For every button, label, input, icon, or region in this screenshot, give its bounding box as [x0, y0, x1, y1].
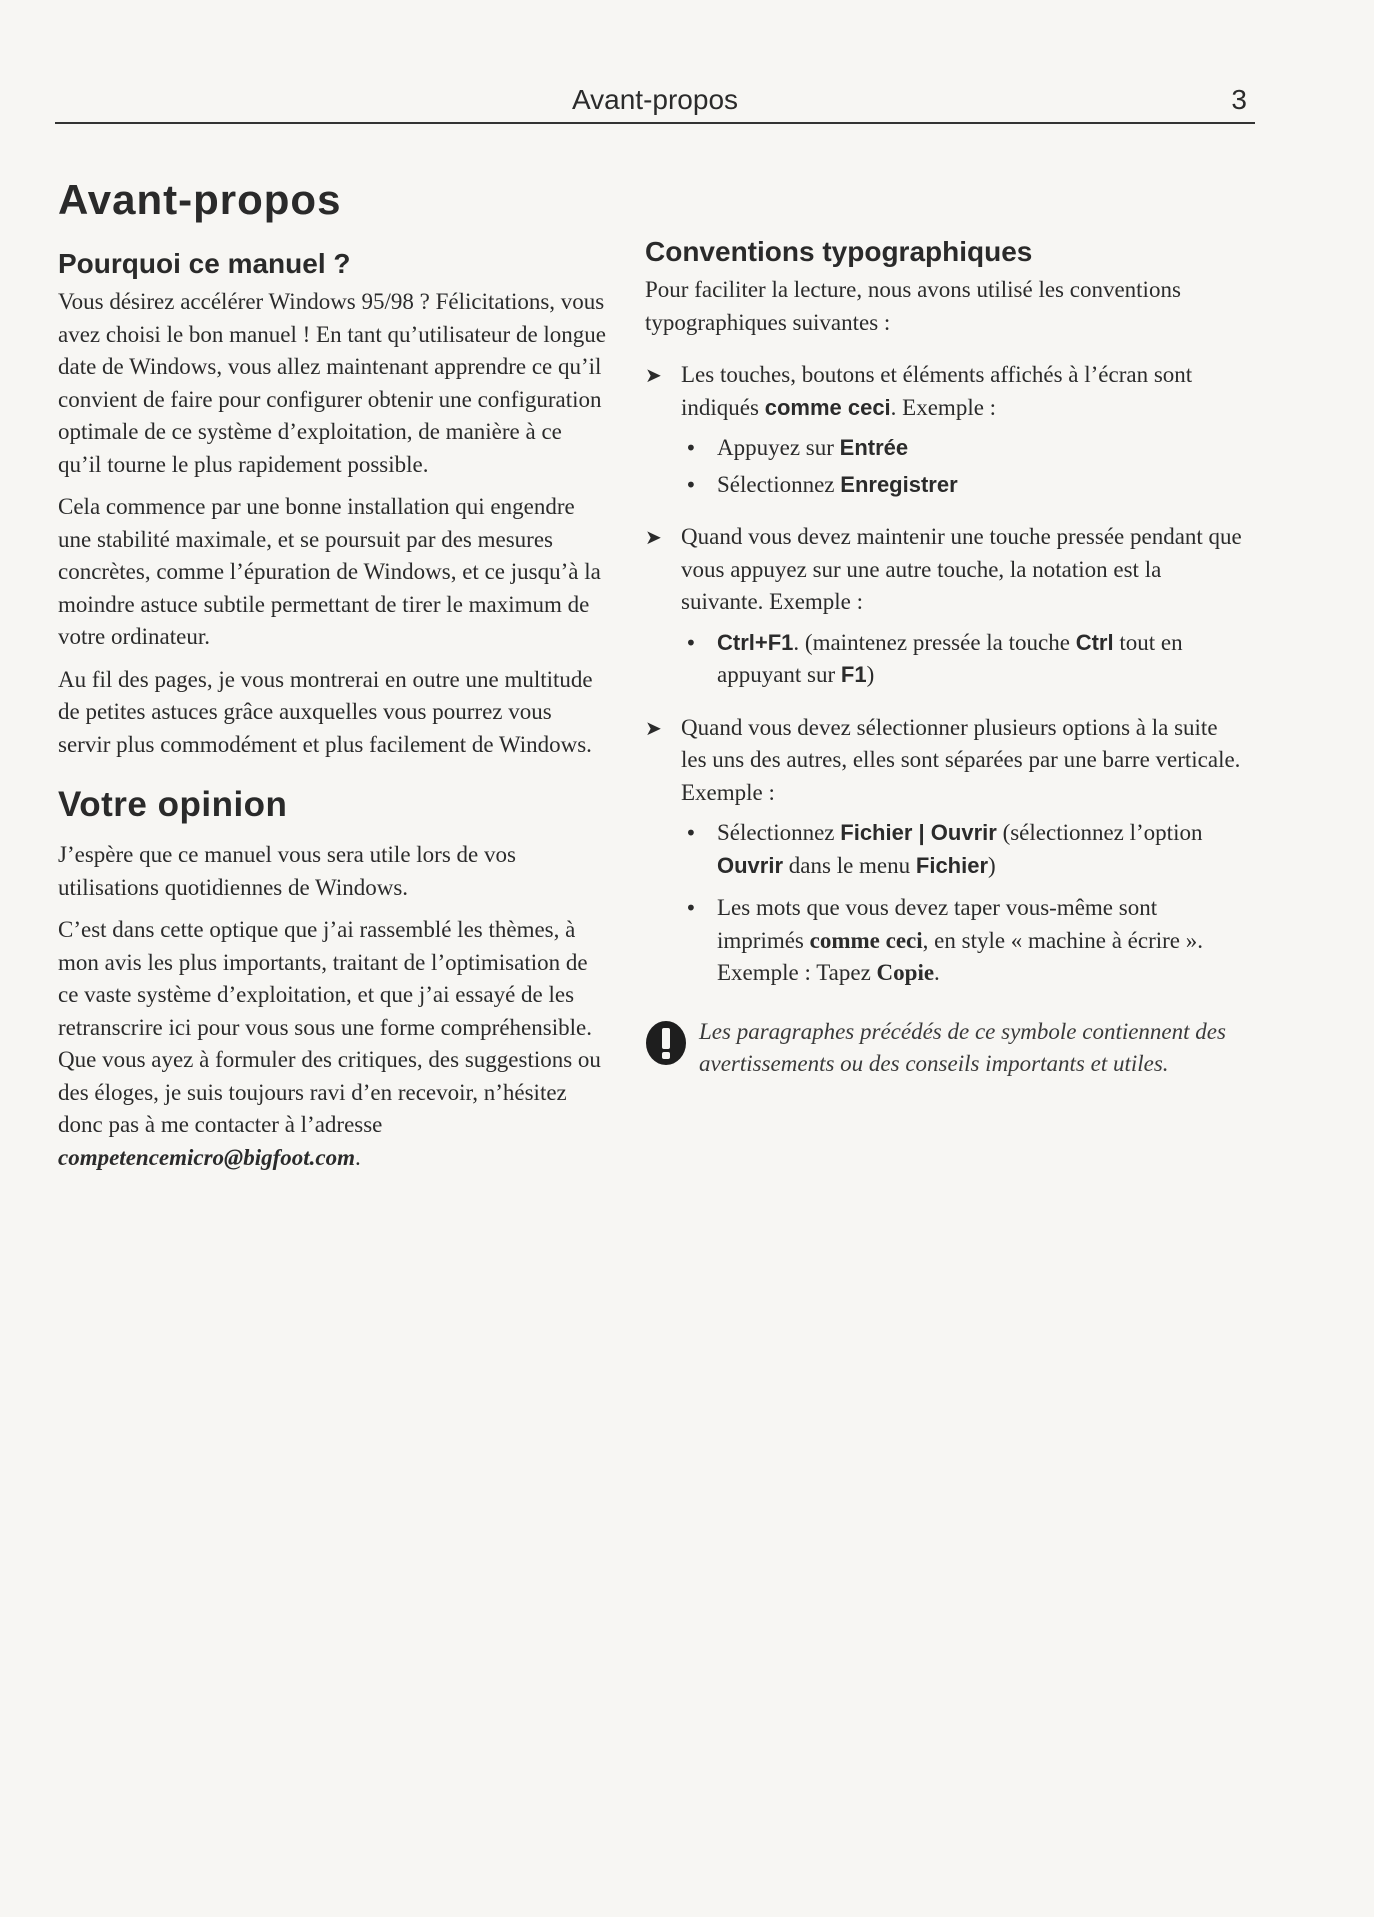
paragraph: J’espère que ce manuel vous sera utile lors de vos utilisations quotidiennes de Windows.	[58, 842, 516, 900]
bullet-dot-icon: •	[685, 896, 697, 920]
bold-text: Fichier | Ouvrir	[840, 820, 997, 845]
left-column	[58, 176, 608, 1184]
text: . Exemple :	[890, 394, 997, 420]
bold-text: F1	[840, 662, 867, 687]
paragraph-end: .	[354, 1144, 361, 1170]
bullet-dot-icon: •	[685, 821, 697, 845]
text: Sélectionnez	[717, 820, 841, 845]
convention-text: Quand vous devez maintenir une touche pressée pendant que vous appuyez sur une autre touche, la notation est la suivante. Exemple :	[681, 524, 1242, 614]
convention-text	[681, 359, 1245, 424]
bullet-item	[681, 469, 1245, 502]
convention-text: Quand vous devez sélectionner plusieurs options à la suite les uns des autres, elles sont séparées par une barre verticale. Exemple :	[681, 714, 1241, 805]
bullet-item	[681, 892, 1245, 990]
exclamation-icon	[645, 1020, 687, 1066]
bold-text: Copie	[876, 960, 935, 985]
bold-text: Ctrl	[1075, 629, 1114, 655]
bold-text: Fichier	[915, 852, 989, 878]
bullet-dot-icon: •	[685, 472, 697, 497]
text: Appuyez sur	[717, 435, 840, 460]
bold-text: comme ceci	[809, 927, 923, 953]
paragraph: Au fil des pages, je vous montrerai en outre une multitude de petites astuces grâce auxquelles vous pourrez vous servir plus commodément et plus facilement de Windows.	[58, 666, 593, 757]
text: Les touches, boutons et éléments affichés à l’écran sont indiqués	[681, 362, 1193, 420]
text: (sélectionnez l’option	[996, 820, 1203, 845]
paragraph: Pour faciliter la lecture, nous avons utilisé les conventions typographiques suivantes :	[645, 277, 1181, 335]
text: )	[988, 852, 996, 878]
section-heading-opinion: Votre opinion	[58, 785, 288, 824]
bullet-item	[681, 817, 1245, 882]
section-heading-conventions: Conventions typographiques	[645, 236, 1033, 267]
paragraph: Cela commence par une bonne installation qui engendre une stabilité maximale, et se poursuit par des mesures concrètes, comme l’épuration de Windows, et ce jusqu’à la moindre astuce subtile permettant de tirer le maximum de votre ordinateur.	[58, 494, 601, 649]
text: .	[934, 960, 940, 985]
text: , en style « machine à écrire ». Exemple : Tapez	[717, 927, 1204, 985]
convention-item	[645, 712, 1245, 990]
text: )	[866, 662, 875, 687]
page-number: 3	[1231, 84, 1247, 115]
warning-text: Les paragraphes précédés de ce symbole contiennent des avertissements ou des conseils importants et utiles.	[699, 1018, 1226, 1076]
arrow-bullet-icon: ➤	[645, 525, 662, 549]
bullet-dot-icon: •	[685, 436, 697, 460]
convention-item	[645, 521, 1245, 692]
warning-note	[645, 1016, 1245, 1081]
bold-text: Enregistrer	[840, 471, 958, 497]
arrow-bullet-icon: ➤	[645, 363, 662, 387]
bold-text: Entrée	[839, 435, 909, 460]
text: Les mots que vous devez taper vous-même sont imprimés	[717, 895, 1158, 953]
text: tout en appuyant sur	[717, 629, 1183, 687]
email-address: competencemicro@bigfoot.com	[58, 1144, 355, 1170]
running-header	[55, 84, 1255, 124]
bullet-item	[681, 627, 1245, 692]
bold-text: Ctrl+F1	[717, 629, 794, 655]
paragraph: Vous désirez accélérer Windows 95/98 ? Félicitations, vous avez choisi le bon manuel ! En tant qu’utilisateur de longue date de Windows, vous allez maintenant apprendre ce qu’il convient de faire pour configurer obtenir une configuration optimale de ce système d’exploitation, de manière à ce qu’il tourne le plus rapidement possible.	[58, 289, 607, 477]
paragraph	[58, 914, 608, 1174]
bullet-item	[681, 432, 1245, 465]
right-column	[645, 236, 1245, 1091]
header-rule	[55, 122, 1255, 124]
text: Sélectionnez	[717, 471, 841, 497]
bullet-list	[681, 432, 1245, 501]
convention-item	[645, 359, 1245, 501]
bullet-dot-icon: •	[685, 630, 697, 655]
chapter-title: Avant-propos	[58, 176, 342, 223]
paragraph-text: C’est dans cette optique que j’ai rassemblé les thèmes, à mon avis les plus importants, traitant de l’optimisation de ce vaste système d’exploitation, et que j’ai essayé de les retranscrire ici pour vous sous une forme compréhensible. Que vous ayez à formuler des critiques, des suggestions ou des éloges, je suis toujours ravi d’en recevoir, n’hésitez donc pas à me contacter à l’adresse	[58, 917, 601, 1137]
bullet-list	[681, 627, 1245, 692]
text: . (maintenez pressée la touche	[793, 629, 1076, 655]
bold-text: comme ceci	[764, 394, 891, 420]
running-title: Avant-propos	[571, 84, 739, 115]
bullet-list	[681, 817, 1245, 990]
text: dans le menu	[783, 852, 916, 878]
bold-text: Ouvrir	[717, 852, 784, 878]
arrow-bullet-icon: ➤	[645, 715, 662, 740]
section-heading-why: Pourquoi ce manuel ?	[58, 248, 351, 279]
